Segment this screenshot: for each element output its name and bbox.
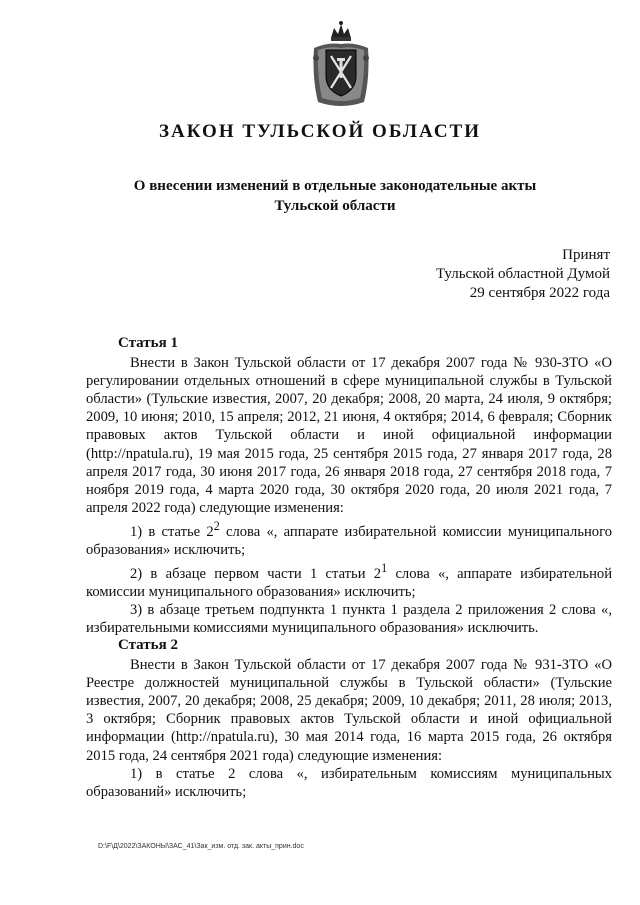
law-title: ЗАКОН ТУЛЬСКОЙ ОБЛАСТИ xyxy=(158,121,482,142)
article-item-1: 1) в статье 2 слова «, избирательным комиссиям муниципальных образований» исключить; xyxy=(86,765,612,800)
subtitle-line-2: Тульской области xyxy=(274,198,396,214)
subtitle-line-1: О внесении изменений в отдельные законодательные акты xyxy=(133,178,537,194)
adopted-by: Тульской областной Думой xyxy=(435,266,610,282)
article-heading: Статья 2 xyxy=(118,637,178,653)
item-text: 1) в статье 2 xyxy=(130,523,214,540)
item-text: слова «, аппарате избирательной комиссии муниципального образования» исключить; xyxy=(86,565,612,600)
article-intro: Внести в Закон Тульской области от 17 декабря 2007 года № 930-ЗТО «О регулировании отдельных отношений в сфере муниципальной службы в Тульской области» (Тульские известия, 2007, 20 декабря; 2008, 20 марта, 24 июля, 9 октября; 2009, 10 июня; 2010, 15 апреля; 2012, 21 июня, 4 октября; 2014, 6 февраля; Сборник правовых актов Тульской области и иной официальной информации (http://npatula.ru), 19 мая 2015 года, 25 сентября 2015 года, 27 января 2017 года, 28 апреля 2017 года, 30 июня 2017 года, 26 января 2018 года, 27 сентября 2018 года, 7 ноября 2019 года, 4 марта 2020 года, 30 октября 2020 года, 20 июля 2021 года, 7 апреля 2022 года) следующие изменения: xyxy=(86,355,612,516)
tula-coat-of-arms-icon xyxy=(304,18,378,110)
article-intro: Внести в Закон Тульской области от 17 декабря 2007 года № 931-ЗТО «О Реестре должностей муниципальной службы в Тульской области» (Тульские известия, 2007, 20 декабря; 2008, 25 декабря; 2009, 10 декабря; 2011, 28 июля; 2013, 3 октября; Сборник правовых актов Тульской области и иной официальной информации (http://npatula.ru), 30 мая 2014 года, 16 марта 2015 года, 26 октября 2015 года, 24 сентября 2021 года) следующие изменения: xyxy=(86,657,612,764)
article-heading: Статья 1 xyxy=(118,335,178,351)
law-subtitle xyxy=(100,176,570,216)
item-text: 2) в абзаце первом части 1 статьи 2 xyxy=(130,565,382,582)
item-text: слова «, аппарате избирательной комиссии муниципального образования» исключить; xyxy=(86,523,613,558)
article-item-1 xyxy=(86,517,612,559)
file-path-footer: D:\F\Д\2022\ЗАКОНЫ\ЗАС_41\Зак_изм. отд. зак. акты_прин.doc xyxy=(98,843,304,850)
adoption-block xyxy=(410,246,610,303)
article-1 xyxy=(86,334,612,637)
article-item-3: 3) в абзаце третьем подпункта 1 пункта 1 раздела 2 приложения 2 слова «, избирательными комиссиями муниципального образования» исключить. xyxy=(86,602,612,637)
article-2 xyxy=(86,636,612,801)
article-item-2 xyxy=(86,559,612,601)
item-superscript: 2 xyxy=(213,518,220,533)
adopted-label: Принят xyxy=(562,247,610,263)
adopted-date: 29 сентября 2022 года xyxy=(469,285,610,301)
item-superscript: 1 xyxy=(381,560,388,575)
